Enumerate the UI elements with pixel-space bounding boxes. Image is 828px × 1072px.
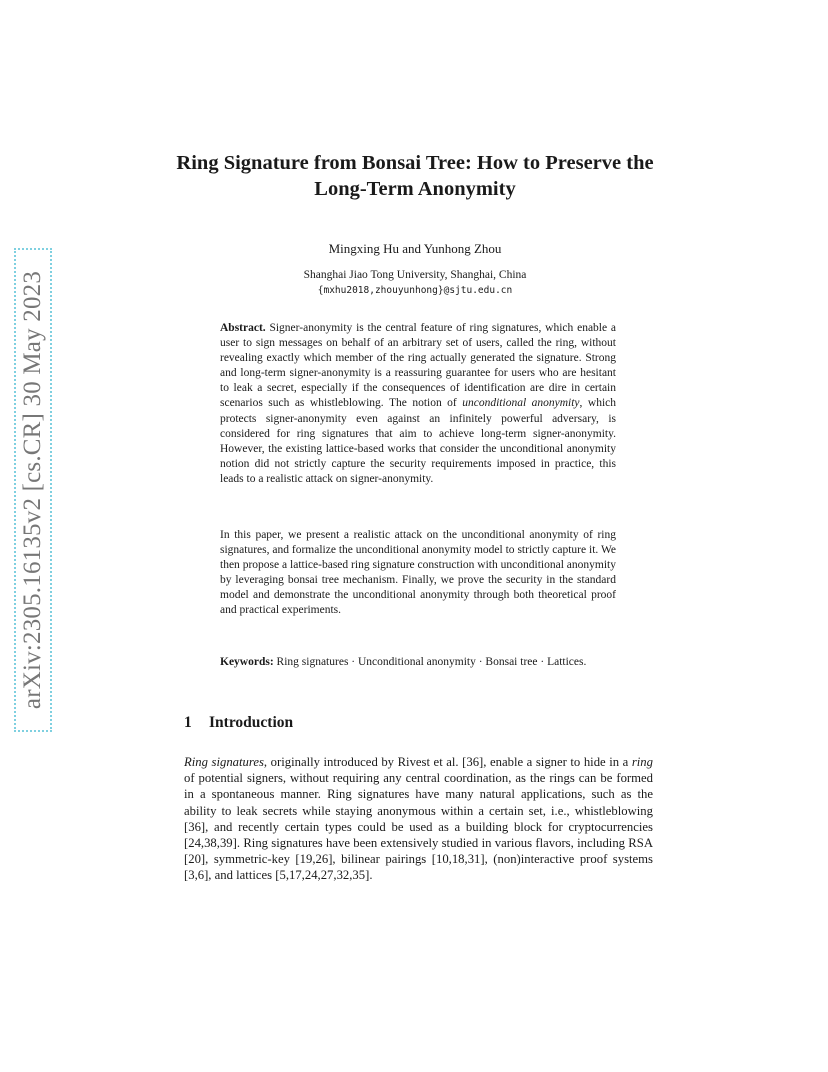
keywords-text: Ring signatures · Unconditional anonymity · Bonsai tree · Lattices. — [276, 656, 587, 668]
affiliation-block — [160, 268, 670, 298]
abstract-label: Abstract. — [220, 322, 266, 334]
arxiv-stamp — [14, 248, 52, 732]
abstract-text-a: Signer-anonymity is the central feature of ring signatures, which enable a user to sign messages on behalf of an arbitrary set of users, called the ring, without revealing exactly which member of the ring actually generated the signature. Strong and long-term signer-anonymity is a reassuring guarantee for users who are hesitant to leak a secret, especially if the consequences of identification are dire in certain scenarios such as whistleblowing. The notion of — [220, 322, 616, 410]
section-title: Introduction — [209, 714, 294, 731]
intro-emphasis-1: Ring signatures — [184, 755, 264, 769]
section-number: 1 — [184, 714, 192, 731]
introduction-paragraph — [184, 754, 653, 884]
intro-text-1: , originally introduced by Rivest et al. [36], enable a signer to hide in a — [263, 755, 632, 769]
authors: Mingxing Hu and Yunhong Zhou — [328, 241, 502, 256]
intro-emphasis-2: ring — [631, 755, 653, 769]
abstract-paragraph-1 — [220, 321, 616, 487]
abstract-text-b: , which protects signer-anonymity even against an infinitely powerful adversary, is considered for ring signatures that aim to achieve long-term signer-anonymity. However, the existing lattice-based works that consider the unconditional anonymity notion did not strictly capture the security requirements imposed in practice, this leads to a realistic attack on signer-anonymity. — [220, 397, 616, 485]
intro-text-2: of potential signers, without requiring any central coordination, as the rings can be formed in a spontaneous manner. Ring signatures have many natural applications, such as the ability to leak secrets while staying anonymous within a certain set, i.e., whistleblowing [36], and recently certain types could be used as a building block for cryptocurrencies [24,38,39]. Ring signatures have been extensively studied in various flavors, including RSA [20], symmetric-key [19,26], bilinear pairings [10,18,31], (non)interactive proof systems [3,6], and lattices [5,17,24,27,32,35]. — [184, 771, 653, 883]
section-heading-introduction — [184, 714, 293, 732]
author-email[interactable]: {mxhu2018,zhouyunhong}@sjtu.edu.cn — [317, 285, 513, 296]
affiliation: Shanghai Jiao Tong University, Shanghai, China — [303, 269, 527, 281]
paper-title: Ring Signature from Bonsai Tree: How to Preserve the Long-Term Anonymity — [176, 152, 654, 200]
arxiv-id[interactable]: arXiv:2305.16135v2 [cs.CR] 30 May 2023 — [19, 270, 46, 710]
keywords-label: Keywords: — [220, 656, 274, 668]
abstract-emphasis: unconditional anonymity — [462, 397, 580, 410]
keywords — [220, 655, 616, 670]
abstract-paragraph-2: In this paper, we present a realistic attack on the unconditional anonymity of ring signatures, and formalize the unconditional anonymity model to strictly capture it. We then propose a lattice-based ring signature construction with unconditional anonymity by leveraging bonsai tree mechanism. Finally, we prove the security in the standard model and demonstrate the unconditional anonymity through both theoretical proof and practical experiments. — [220, 529, 616, 617]
